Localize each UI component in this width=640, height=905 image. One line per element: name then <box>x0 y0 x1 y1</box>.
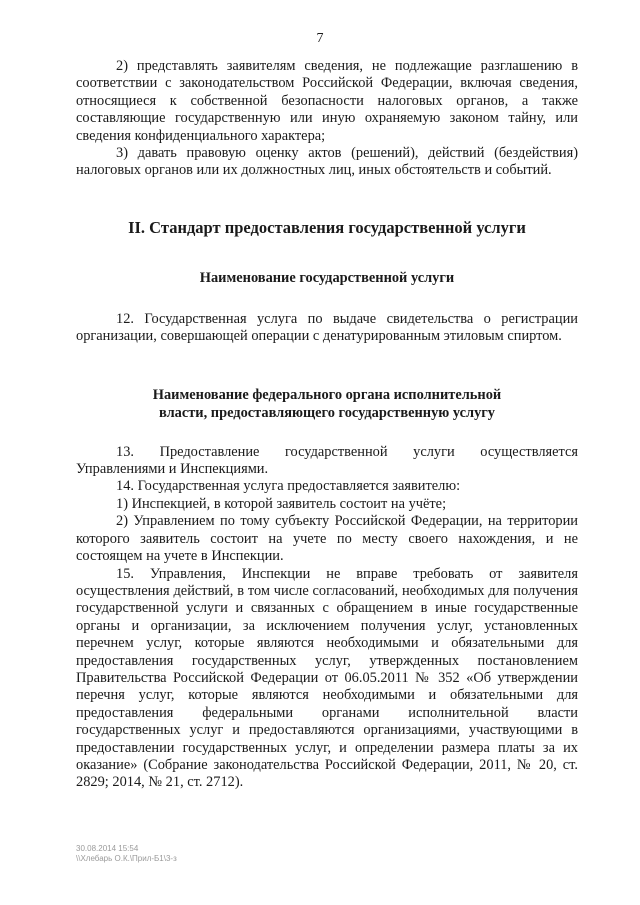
paragraph-14-item-1: 1) Инспекцией, в которой заявитель состоит на учёте; <box>116 495 447 512</box>
paragraph-item-2: 2) представлять заявителям сведения, не подлежащие разглашению в соответствии с законодательством Российской Федерации, включая сведения, относящиеся к собственной безопасности налоговых органов, а также составляющие государственную или иную охраняемую законом тайну, или сведения конфиденциального характера; <box>76 58 578 144</box>
subsection-heading-line-1: Наименование федерального органа исполнительной <box>152 386 502 403</box>
footer-stamp <box>76 844 177 864</box>
subsection-heading-service-name: Наименование государственной услуги <box>199 269 455 286</box>
paragraph-12: 12. Государственная услуга по выдаче свидетельства о регистрации организации, совершающей операции с денатурированным этиловым спиртом. <box>76 310 578 345</box>
paragraph-13: 13. Предоставление государственной услуги осуществляется Управлениями и Инспекциями. <box>76 443 578 478</box>
paragraph-15: 15. Управления, Инспекции не вправе требовать от заявителя осуществления действий, в том числе согласований, необходимых для получения государственной услуги и связанных с обращением в иные государственные органы и организации, за исключением получения услуг, установленных перечнем услуг, которые являются необходимыми и обязательными для предоставления государственных услуг, утвержденных постановлением Правительства Российской Федерации от 06.05.2011 № 352 «Об утверждении перечня услуг, которые являются необходимыми и обязательными для предоставления федеральными органами исполнительной власти государственных услуг и предоставляются организациями, участвующими в предоставлении государственных услуг, и определении размера платы за их оказание» (Собрание законодательства Российской Федерации, 2011, № 20, ст. 2829; 2014, № 21, ст. 2712). <box>76 565 578 791</box>
footer-file-path: \\Хлебарь О.К.\Прил-Б1\3-з <box>76 854 177 863</box>
footer-timestamp: 30.08.2014 15:54 <box>76 844 139 853</box>
document-body <box>76 58 578 792</box>
paragraph-item-3: 3) давать правовую оценку актов (решений), действий (бездействия) налоговых органов или их должностных лиц, иных обстоятельств и событий. <box>76 145 578 179</box>
subsection-heading-authority <box>76 386 578 422</box>
paragraph-14-item-2: 2) Управлением по тому субъекту Российской Федерации, на территории которого заявитель состоит на учете по месту своего нахождения, и не состоящем на учете в Инспекции. <box>76 513 578 565</box>
paragraph-14: 14. Государственная услуга предоставляется заявителю: <box>116 478 461 495</box>
section-heading: II. Стандарт предоставления государственной услуги <box>128 217 526 237</box>
page-number: 7 <box>316 31 324 46</box>
subsection-heading-line-2: власти, предоставляющего государственную услугу <box>159 404 495 421</box>
